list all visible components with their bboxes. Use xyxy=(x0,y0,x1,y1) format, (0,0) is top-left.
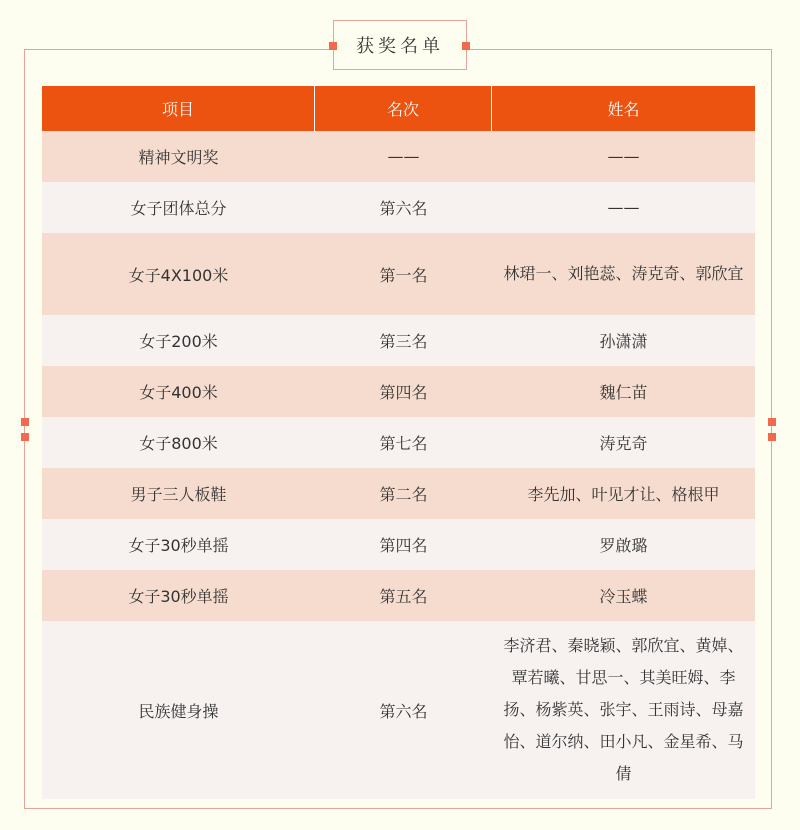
table-header-row xyxy=(42,86,755,131)
event-cell: 女子200米 xyxy=(139,332,218,351)
rank-cell: 第一名 xyxy=(379,265,428,285)
event-cell: 女子团体总分 xyxy=(130,199,227,218)
names-cell: 魏仁苗 xyxy=(599,383,648,402)
names-cell: —— xyxy=(607,147,640,166)
names-cell: —— xyxy=(607,198,640,217)
frame-left-dot-top xyxy=(21,418,29,426)
table-row xyxy=(42,417,755,468)
rank-cell: —— xyxy=(387,147,420,166)
frame-right-dot-top xyxy=(768,418,776,426)
names-cell: 李先加、叶见才让、格根甲 xyxy=(527,485,720,504)
event-cell: 女子30秒单摇 xyxy=(128,536,229,555)
table-row xyxy=(42,468,755,519)
title-right-dot xyxy=(462,42,470,50)
table-row xyxy=(42,621,755,799)
names-cell: 李济君、秦晓颖、郭欣宜、黄婥、覃若曦、甘思一、其美旺姆、李扬、杨紫英、张宇、王雨诗、母嘉怡、道尔纳、田小凡、金星希、马倩 xyxy=(503,636,744,783)
names-cell: 罗啟璐 xyxy=(599,536,648,555)
names-cell: 涛克奇 xyxy=(599,434,648,453)
names-cell: 孙潇潇 xyxy=(599,332,648,351)
event-cell: 女子800米 xyxy=(139,434,218,453)
page-title: 获奖名单 xyxy=(356,36,444,57)
table-row xyxy=(42,570,755,621)
rank-cell: 第二名 xyxy=(379,485,428,504)
awards-table xyxy=(42,86,755,799)
event-cell: 女子4X100米 xyxy=(128,265,229,285)
table-row xyxy=(42,315,755,366)
event-cell: 男子三人板鞋 xyxy=(130,485,227,504)
event-cell: 女子400米 xyxy=(139,383,218,402)
table-row xyxy=(42,131,755,182)
header-rank: 名次 xyxy=(315,86,492,131)
title-left-dot xyxy=(329,42,337,50)
rank-cell: 第六名 xyxy=(379,701,428,721)
rank-cell: 第七名 xyxy=(379,434,428,453)
rank-cell: 第五名 xyxy=(379,587,428,606)
table-row xyxy=(42,182,755,233)
rank-cell: 第四名 xyxy=(379,383,428,402)
rank-cell: 第六名 xyxy=(379,199,428,218)
title-box xyxy=(333,20,467,70)
header-names: 姓名 xyxy=(492,86,755,131)
rank-cell: 第三名 xyxy=(379,332,428,351)
frame-right-dot-bottom xyxy=(768,433,776,441)
rank-cell: 第四名 xyxy=(379,536,428,555)
table-row xyxy=(42,233,755,315)
event-cell: 女子30秒单摇 xyxy=(128,587,229,606)
header-event: 项目 xyxy=(42,86,315,131)
frame-left-dot-bottom xyxy=(21,433,29,441)
table-row xyxy=(42,366,755,417)
names-cell: 林珺一、刘艳蕊、涛克奇、郭欣宜 xyxy=(503,264,744,283)
event-cell: 精神文明奖 xyxy=(138,148,219,167)
names-cell: 冷玉蝶 xyxy=(599,587,648,606)
event-cell: 民族健身操 xyxy=(138,701,219,721)
table-row xyxy=(42,519,755,570)
